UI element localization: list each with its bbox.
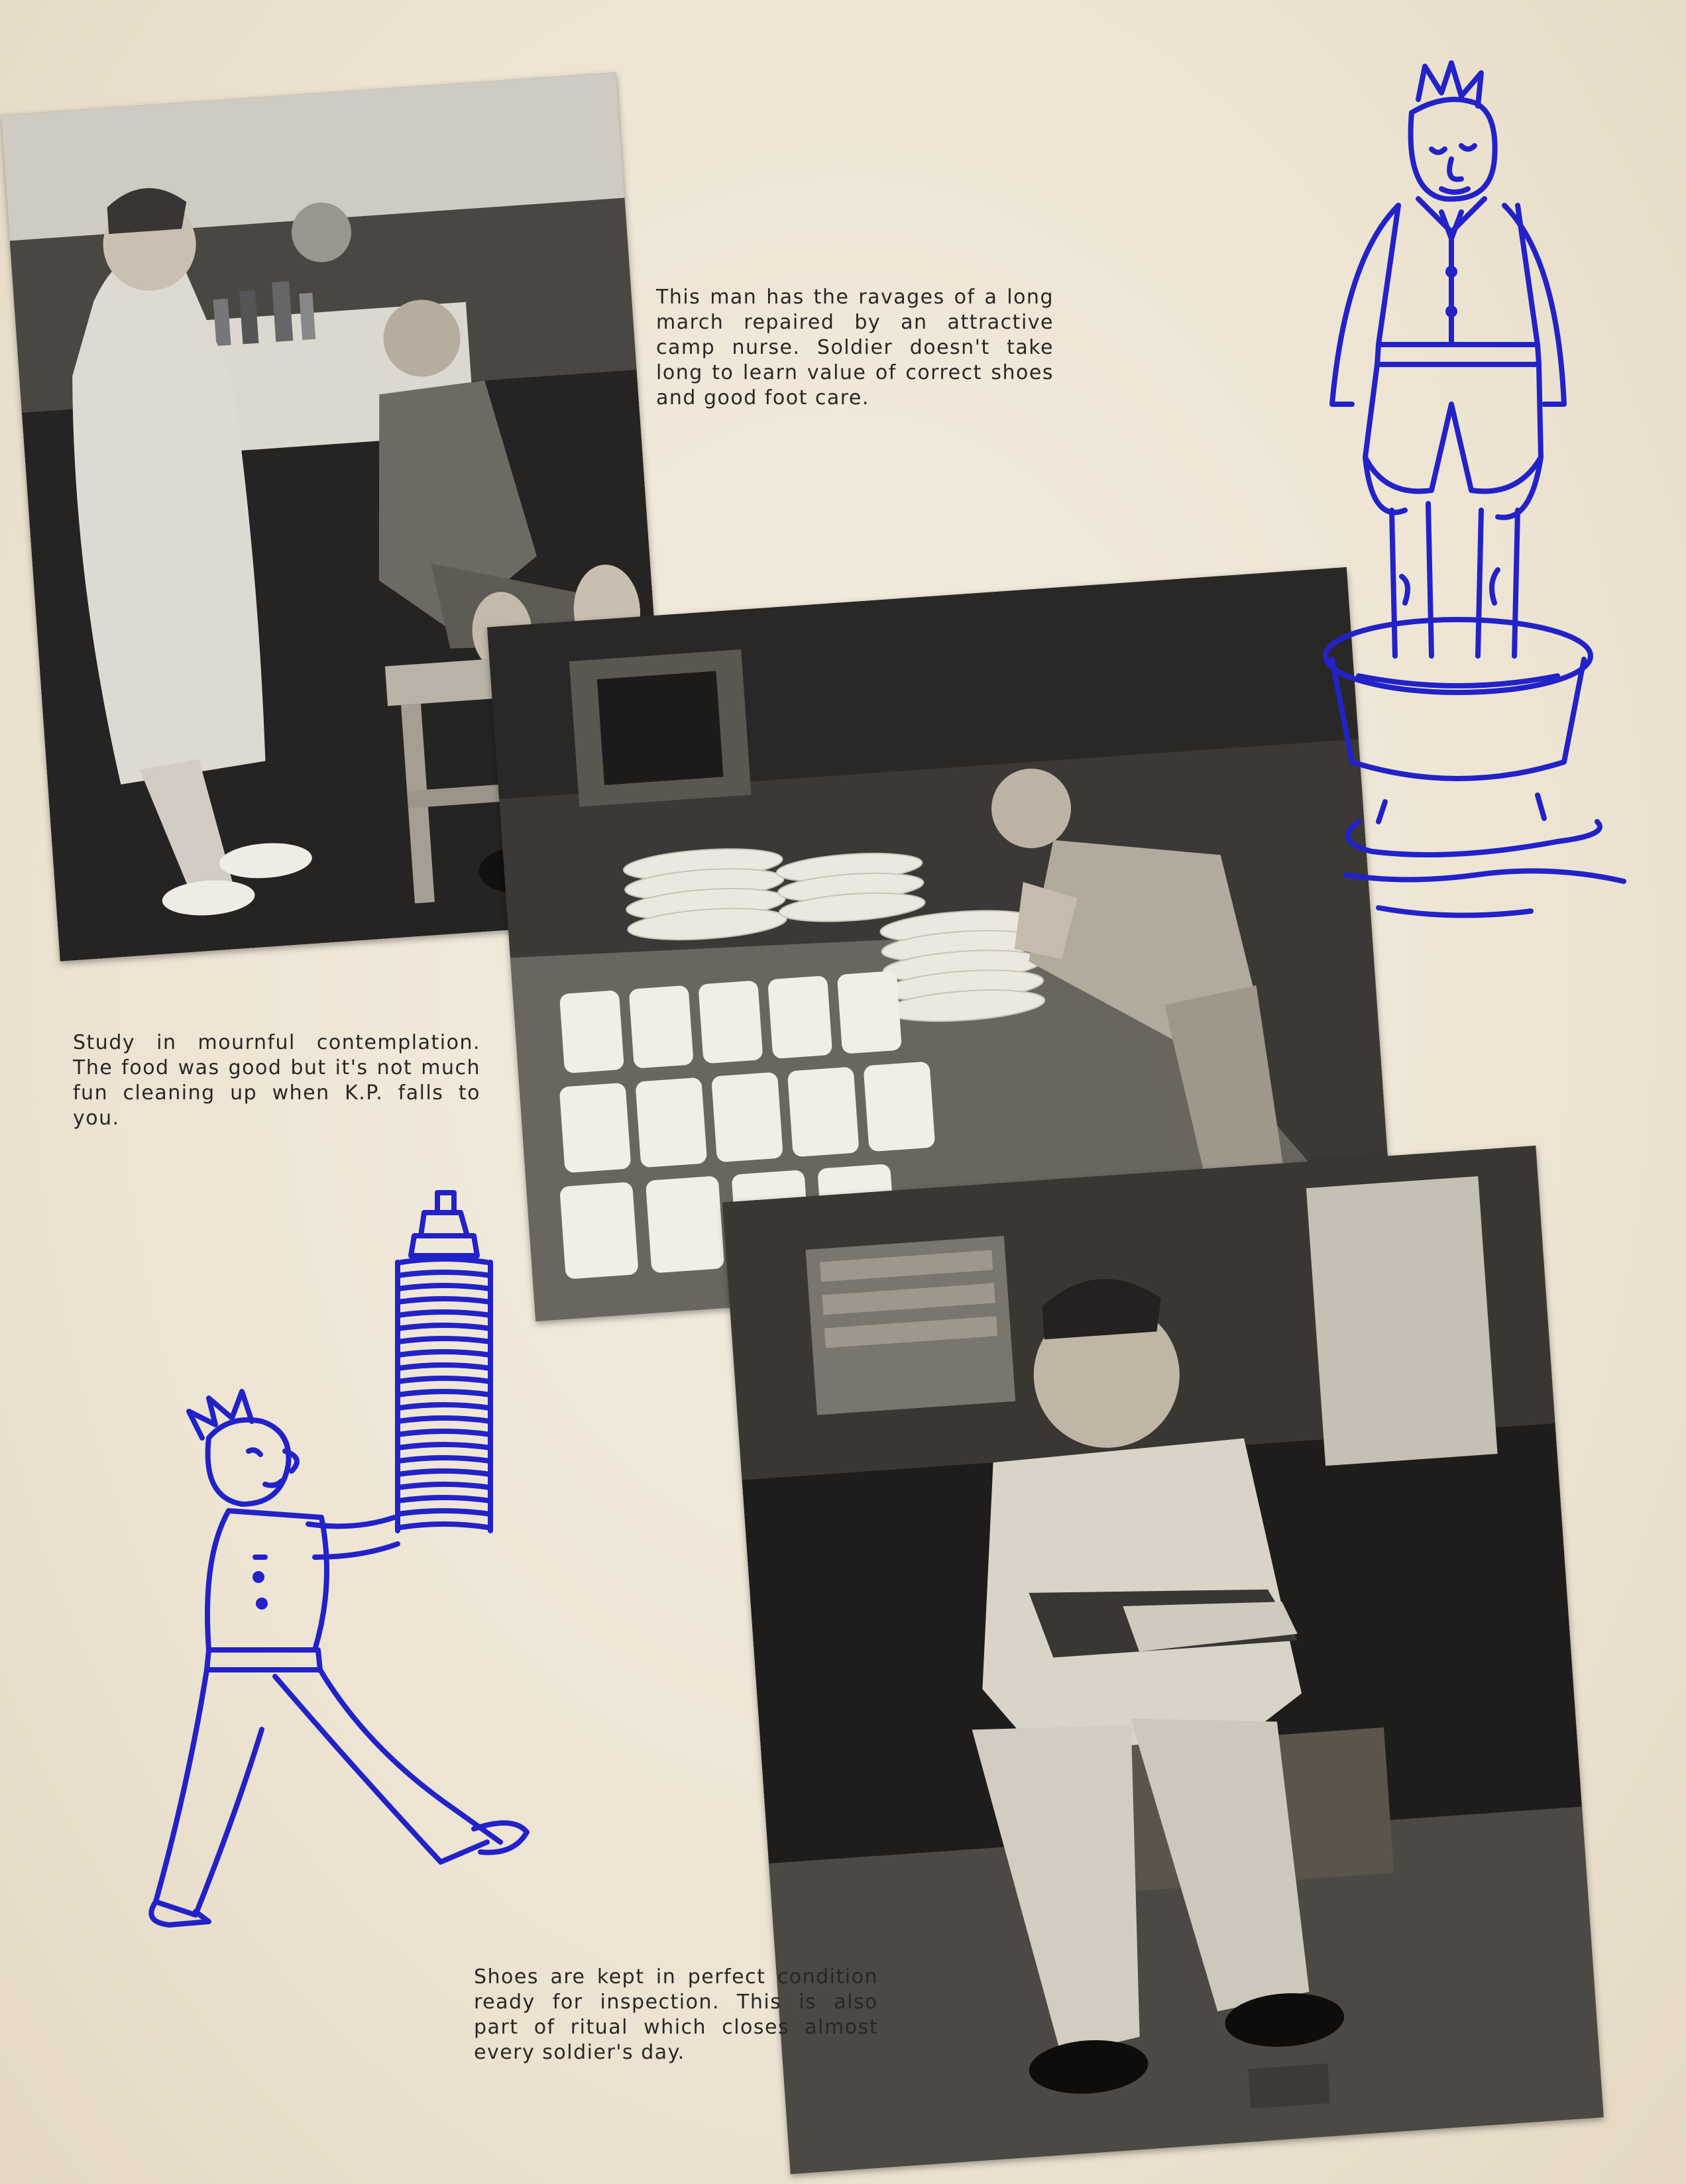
caption-shoe-shining: Shoes are kept in perfect condition ready for inspection. This is also part of ritual which closes almost every soldier's day. bbox=[474, 1965, 878, 2065]
soldier-carrying-plates-icon bbox=[142, 1186, 600, 1935]
soldier-soaking-feet-icon bbox=[1319, 60, 1677, 934]
caption-nurse-foot-care: This man has the ravages of a long march repaired by an attractive camp nurse. Soldier doesn't take long to learn value of correct shoes and good foot care. bbox=[656, 286, 1054, 410]
caption-kp-dishes: Study in mournful contemplation. The food was good but it's not much fun cleaning up when K.P. falls to you. bbox=[73, 1031, 480, 1130]
